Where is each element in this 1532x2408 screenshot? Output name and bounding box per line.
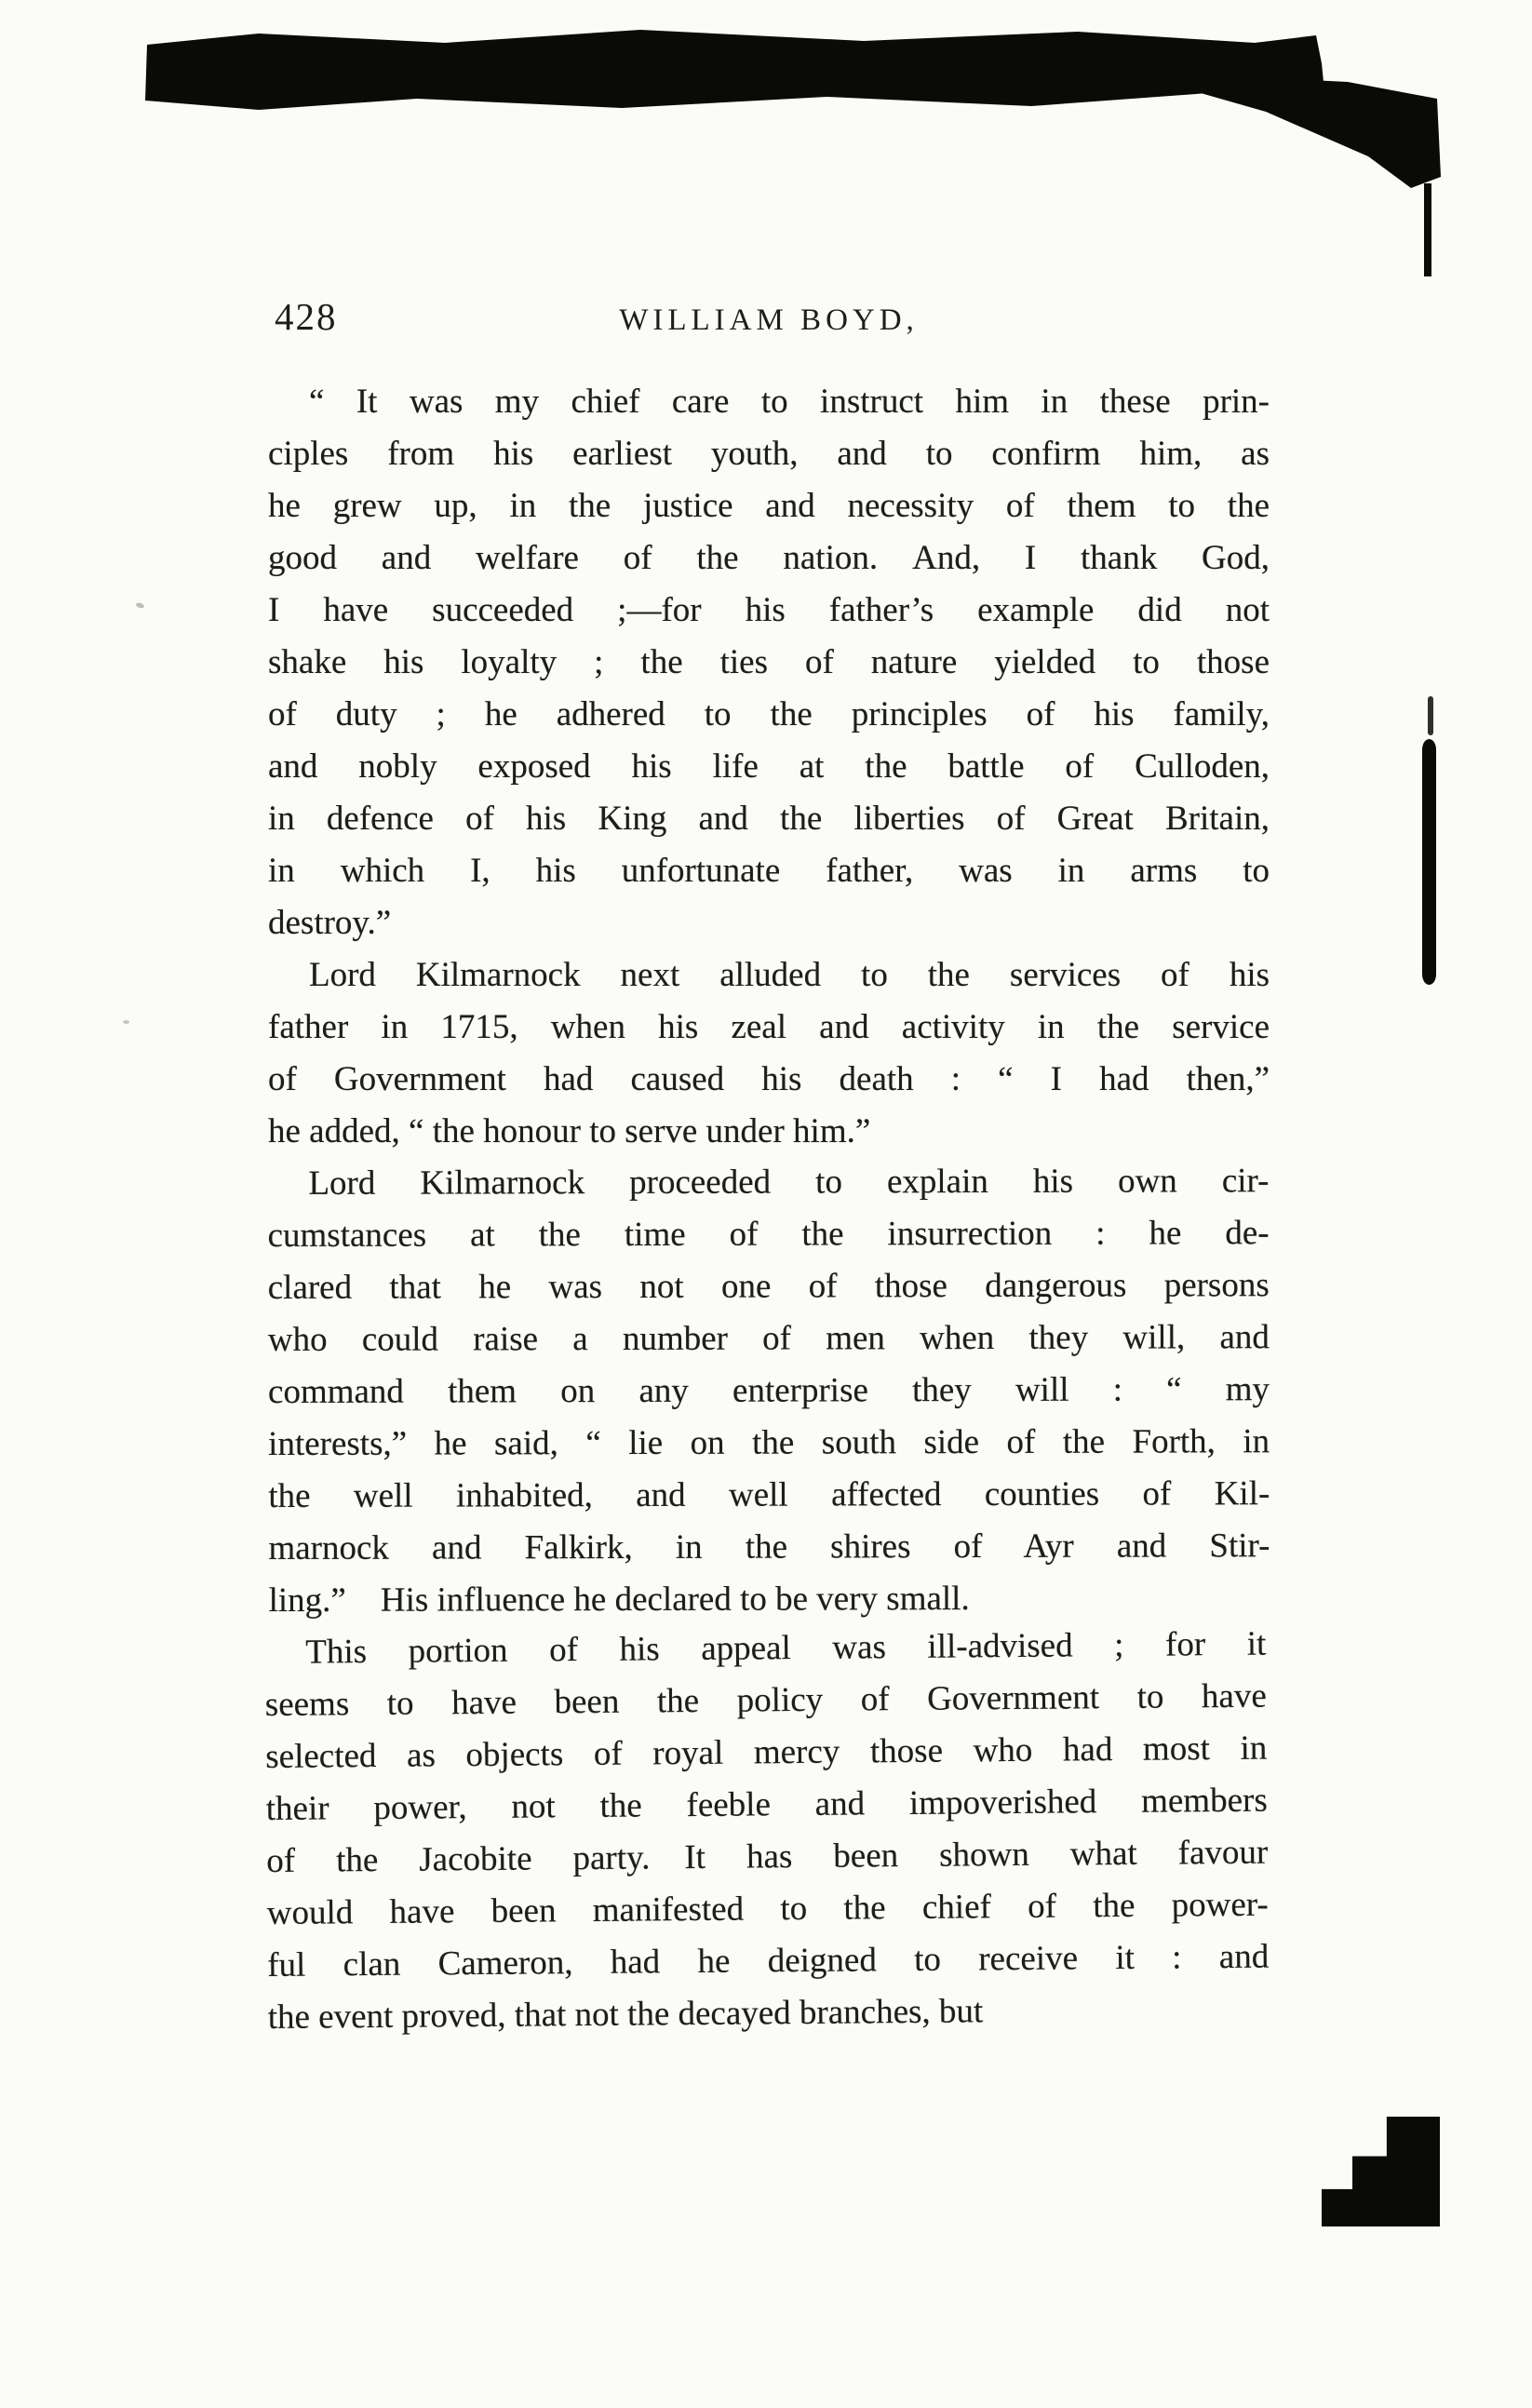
text-line: cumstances at the time of the insurrection : he de- [267, 1214, 1270, 1256]
text-line: command them on any enterprise they will : “ my [267, 1370, 1270, 1411]
text-line: clared that he was not one of those dangerous persons [267, 1266, 1270, 1308]
paragraph [268, 949, 1270, 1158]
text-line: “ It was my chief care to instruct him in these prin- [309, 383, 1270, 421]
text-line: and nobly exposed his life at the battle of Culloden, [268, 747, 1270, 786]
text-line: their power, not the feeble and impoverished members [265, 1781, 1268, 1829]
text-line: marnock and Falkirk, in the shires of Ayr and Stir- [268, 1527, 1270, 1567]
text-line: good and welfare of the nation. And, I thank God, [268, 539, 1270, 577]
scan-artifact-right-tick [1428, 696, 1433, 735]
text-line: he grew up, in the justice and necessity of them to the [268, 487, 1270, 525]
scan-artifact-corner [1322, 2117, 1440, 2226]
text-line: ciples from his earliest youth, and to confirm him, as [268, 435, 1270, 473]
text-line: in which I, his unfortunate father, was in arms to [268, 852, 1270, 890]
paragraph [264, 1619, 1270, 2044]
text-line: selected as objects of royal mercy those who had most in [265, 1729, 1268, 1777]
text-line: who could raise a number of men when they will, and [267, 1318, 1270, 1360]
text-line: father in 1715, when his zeal and activity in the service [268, 1008, 1270, 1046]
page-body [264, 376, 1270, 2044]
paragraph [268, 376, 1270, 949]
text-line: destroy.” [268, 904, 392, 942]
scan-speck [123, 1020, 129, 1024]
text-line: would have been manifested to the chief of the power- [266, 1885, 1269, 1933]
text-line: of the Jacobite party. It has been shown what favour [266, 1833, 1269, 1881]
text-line: This portion of his appeal was ill-advised ; for it [305, 1624, 1267, 1672]
text-line: he added, “ the honour to serve under him.” [268, 1112, 871, 1150]
text-line: shake his loyalty ; the ties of nature yielded to those [268, 643, 1270, 681]
text-line: Lord Kilmarnock next alluded to the services of his [309, 956, 1270, 994]
text-line: in defence of his King and the liberties of Great Britain, [268, 800, 1270, 838]
scan-speck [135, 602, 144, 610]
text-line: Lord Kilmarnock proceeded to explain his own cir- [308, 1162, 1270, 1203]
text-line: the well inhabited, and well affected counties of Kil- [268, 1474, 1270, 1515]
text-line: of Government had caused his death : “ I had then,” [268, 1060, 1270, 1098]
scan-artifact-right-bar [1422, 739, 1436, 985]
page-number: 428 [275, 295, 338, 338]
text-line: seems to have been the policy of Government to have [264, 1676, 1267, 1725]
text-line: I have succeeded ;—for his father’s example did not [268, 591, 1270, 629]
paragraph [267, 1155, 1270, 1627]
scan-artifact-top [138, 20, 1450, 300]
text-line: interests,” he said, “ lie on the south side of the Forth, in [268, 1422, 1270, 1463]
text-line: the event proved, that not the decayed branches, but [267, 1992, 984, 2038]
running-header: WILLIAM BOYD, [619, 303, 919, 337]
text-line: ful clan Cameron, had he deigned to receive it : and [267, 1937, 1270, 1985]
text-line: of duty ; he adhered to the principles of his family, [268, 695, 1270, 733]
text-line: ling.” His influence he declared to be very small. [268, 1580, 970, 1620]
